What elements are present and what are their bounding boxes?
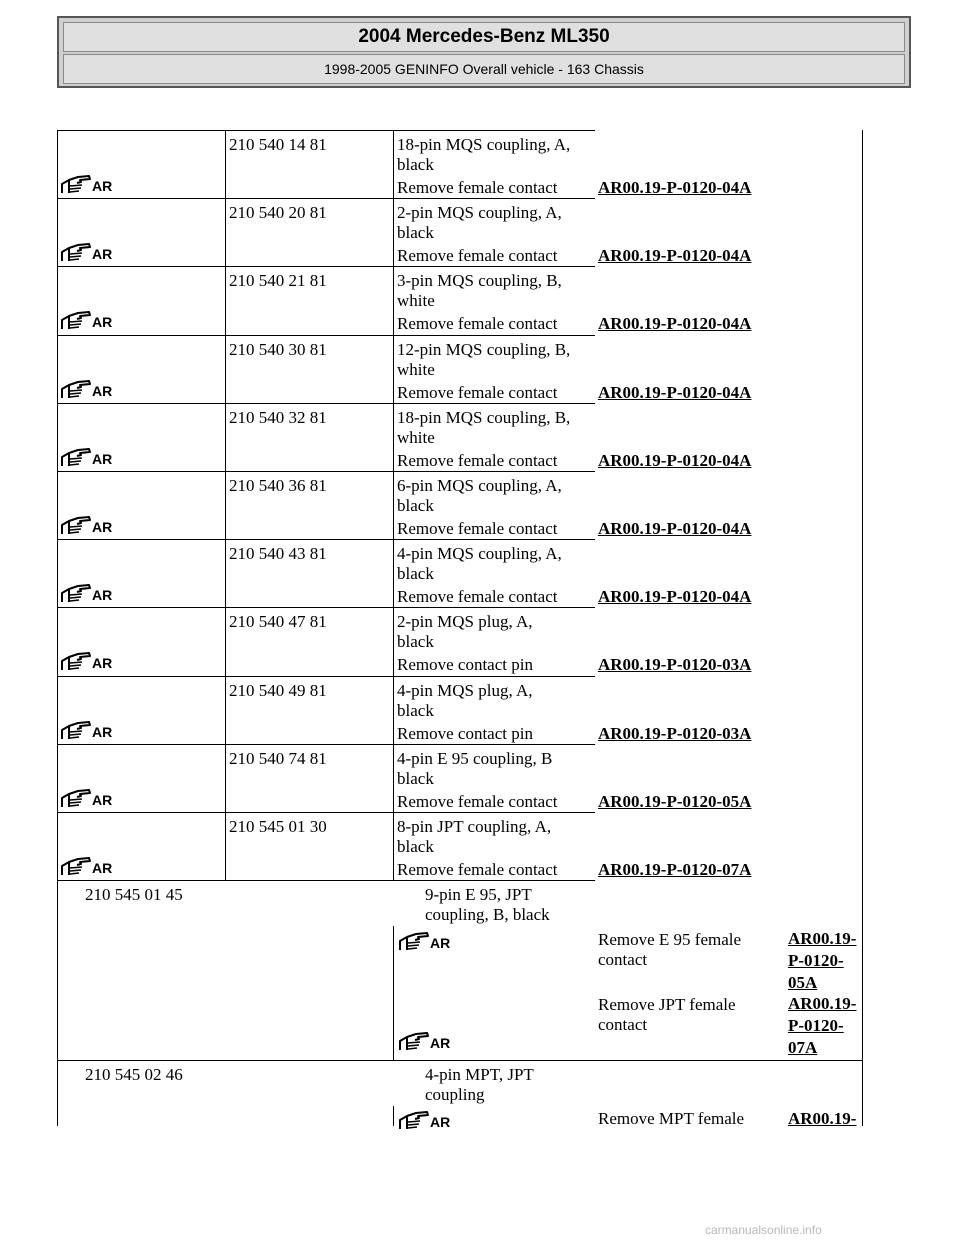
- part-description: 9-pin E 95, JPT: [425, 885, 532, 905]
- procedure-reference-link[interactable]: AR00.19-: [788, 1109, 857, 1129]
- procedure-reference-link[interactable]: P-0120-: [788, 951, 844, 971]
- svg-text:AR: AR: [92, 314, 113, 331]
- table-border-horizontal: [57, 471, 595, 472]
- procedure-action: Remove contact pin: [397, 655, 533, 675]
- procedure-action: Remove MPT female: [598, 1109, 745, 1129]
- part-number: 210 540 49 81: [229, 680, 327, 700]
- procedure-reference-link[interactable]: AR00.19-: [788, 929, 857, 949]
- procedure-reference-link[interactable]: AR00.19-P-0120-05A: [598, 791, 752, 811]
- pointing-hand-icon: [398, 1110, 456, 1130]
- column-divider: [225, 744, 226, 812]
- part-number: 210 540 30 81: [229, 339, 327, 359]
- part-number: 210 545 02 46: [85, 1065, 183, 1085]
- part-description-color: black: [397, 700, 434, 720]
- procedure-reference-link[interactable]: AR00.19-P-0120-04A: [598, 314, 752, 334]
- part-description: 3-pin MQS coupling, B,: [397, 271, 562, 291]
- table-border-horizontal: [57, 676, 595, 677]
- table-border-horizontal: [57, 880, 595, 881]
- procedure-action: Remove female contact: [397, 178, 558, 197]
- procedure-action: Remove female contact: [397, 314, 558, 334]
- part-description-color: black: [397, 632, 434, 652]
- procedure-action: Remove JPT female: [598, 995, 736, 1015]
- column-divider: [225, 403, 226, 471]
- part-number: 210 540 14 81: [229, 135, 327, 154]
- table-border-horizontal: [57, 744, 595, 745]
- part-description: 2-pin MQS plug, A,: [397, 612, 533, 632]
- table-border-horizontal: [57, 539, 595, 540]
- page-header: [57, 16, 911, 88]
- column-divider: [225, 539, 226, 607]
- part-description: 4-pin MQS coupling, A,: [397, 544, 562, 564]
- part-description: 8-pin JPT coupling, A,: [397, 817, 552, 836]
- column-divider: [393, 266, 394, 334]
- procedure-reference-link[interactable]: AR00.19-P-0120-07A: [598, 860, 752, 879]
- part-description-color: coupling, B, black: [425, 905, 550, 925]
- pointing-hand-icon: [60, 515, 118, 535]
- procedure-reference-link[interactable]: AR00.19-P-0120-04A: [598, 382, 752, 402]
- procedure-action: Remove female contact: [397, 791, 558, 811]
- part-number: 210 545 01 30: [229, 817, 327, 836]
- part-number: 210 540 21 81: [229, 271, 327, 291]
- svg-text:AR: AR: [92, 178, 113, 194]
- pointing-hand-icon: [398, 931, 456, 951]
- svg-text:AR: AR: [92, 791, 113, 808]
- procedure-action: Remove female contact: [397, 382, 558, 402]
- column-divider: [393, 1106, 394, 1126]
- table-border-horizontal: [57, 812, 595, 813]
- part-description: 18-pin MQS coupling, B,: [397, 407, 571, 427]
- procedure-action: Remove contact pin: [397, 723, 533, 743]
- pointing-hand-icon: [60, 856, 118, 876]
- part-number: 210 540 74 81: [229, 748, 327, 768]
- svg-text:AR: AR: [430, 1035, 451, 1052]
- pointing-hand-icon: [60, 174, 118, 194]
- procedure-reference-link[interactable]: AR00.19-: [788, 994, 857, 1014]
- part-description: 2-pin MQS coupling, A,: [397, 203, 562, 223]
- procedure-action-cont: contact: [598, 950, 648, 970]
- watermark: carmanualsonline.info: [705, 1223, 822, 1237]
- column-divider: [393, 812, 394, 880]
- part-description: 4-pin MPT, JPT: [425, 1065, 534, 1085]
- part-description-color: black: [397, 837, 434, 856]
- procedure-action-cont: contact: [598, 1015, 648, 1035]
- svg-text:AR: AR: [430, 935, 451, 952]
- svg-text:AR: AR: [92, 587, 113, 604]
- part-description-color: white: [397, 291, 435, 311]
- column-divider: [393, 403, 394, 471]
- part-description-color: white: [397, 359, 435, 379]
- procedure-reference-link[interactable]: AR00.19-P-0120-04A: [598, 519, 752, 538]
- part-description: 4-pin MQS plug, A,: [397, 680, 533, 700]
- table-border-horizontal: [57, 198, 595, 199]
- procedure-reference-link[interactable]: 05A: [788, 973, 818, 993]
- part-description-color: black: [397, 223, 434, 243]
- pointing-hand-icon: [60, 242, 118, 262]
- procedure-action: Remove female contact: [397, 246, 558, 266]
- procedure-reference-link[interactable]: AR00.19-P-0120-03A: [598, 655, 752, 675]
- svg-text:AR: AR: [430, 1114, 451, 1131]
- column-divider: [393, 539, 394, 607]
- part-description-color: white: [397, 427, 435, 447]
- procedure-action: Remove E 95 female: [598, 930, 742, 950]
- column-divider: [393, 198, 394, 266]
- column-divider: [393, 676, 394, 744]
- table-border-left: [57, 130, 58, 1126]
- column-divider: [393, 926, 394, 1060]
- pointing-hand-icon: [60, 720, 118, 740]
- column-divider: [225, 471, 226, 539]
- pointing-hand-icon: [60, 583, 118, 603]
- procedure-action: Remove female contact: [397, 450, 558, 470]
- pointing-hand-icon: [60, 379, 118, 399]
- part-number: 210 540 47 81: [229, 612, 327, 632]
- column-divider: [225, 266, 226, 334]
- part-number: 210 540 32 81: [229, 407, 327, 427]
- table-border-horizontal: [57, 607, 595, 608]
- column-divider: [393, 471, 394, 539]
- document-subtitle: 1998-2005 GENINFO Overall vehicle - 163 Chassis: [63, 54, 905, 84]
- svg-text:AR: AR: [92, 723, 113, 740]
- column-divider: [225, 607, 226, 675]
- pointing-hand-icon: [60, 788, 118, 808]
- part-description-color: black: [397, 496, 434, 515]
- svg-text:AR: AR: [92, 860, 113, 876]
- table-border-horizontal: [57, 335, 595, 336]
- part-description: 4-pin E 95 coupling, B: [397, 748, 553, 768]
- part-description: 6-pin MQS coupling, A,: [397, 476, 562, 495]
- procedure-action: Remove female contact: [397, 860, 558, 879]
- procedure-action: Remove female contact: [397, 587, 558, 607]
- table-border-horizontal: [57, 1060, 862, 1061]
- svg-text:AR: AR: [92, 655, 113, 672]
- pointing-hand-icon: [398, 1031, 456, 1051]
- part-number: 210 540 36 81: [229, 476, 327, 495]
- pointing-hand-icon: [60, 310, 118, 330]
- table-border-horizontal: [57, 130, 595, 131]
- column-divider: [225, 130, 226, 198]
- column-divider: [393, 335, 394, 403]
- part-number: 210 545 01 45: [85, 885, 183, 905]
- part-description: 18-pin MQS coupling, A,: [397, 135, 571, 154]
- procedure-reference-link[interactable]: AR00.19-P-0120-04A: [598, 450, 752, 470]
- procedure-reference-link[interactable]: AR00.19-P-0120-03A: [598, 723, 752, 743]
- table-border-right: [862, 130, 863, 1126]
- svg-text:AR: AR: [92, 450, 113, 467]
- svg-text:AR: AR: [92, 246, 113, 263]
- pointing-hand-icon: [60, 651, 118, 671]
- part-description: 12-pin MQS coupling, B,: [397, 339, 571, 359]
- procedure-reference-link[interactable]: 07A: [788, 1038, 818, 1058]
- part-number: 210 540 43 81: [229, 544, 327, 564]
- procedure-action: Remove female contact: [397, 519, 558, 538]
- svg-text:AR: AR: [92, 382, 113, 399]
- procedure-reference-link[interactable]: AR00.19-P-0120-04A: [598, 246, 752, 266]
- part-description-color: black: [397, 564, 434, 584]
- pointing-hand-icon: [60, 447, 118, 467]
- procedure-reference-link[interactable]: P-0120-: [788, 1016, 844, 1036]
- table-border-horizontal: [57, 403, 595, 404]
- column-divider: [225, 198, 226, 266]
- column-divider: [393, 607, 394, 675]
- procedure-reference-link[interactable]: AR00.19-P-0120-04A: [598, 587, 752, 607]
- document-title: 2004 Mercedes-Benz ML350: [63, 22, 905, 52]
- column-divider: [225, 676, 226, 744]
- part-description-color: coupling: [425, 1085, 485, 1105]
- column-divider: [393, 130, 394, 198]
- svg-text:AR: AR: [92, 519, 113, 535]
- column-divider: [393, 744, 394, 812]
- part-description-color: black: [397, 768, 434, 788]
- procedure-reference-link[interactable]: AR00.19-P-0120-04A: [598, 178, 752, 197]
- column-divider: [225, 335, 226, 403]
- part-description-color: black: [397, 155, 434, 174]
- part-number: 210 540 20 81: [229, 203, 327, 223]
- column-divider: [225, 812, 226, 880]
- table-border-horizontal: [57, 266, 595, 267]
